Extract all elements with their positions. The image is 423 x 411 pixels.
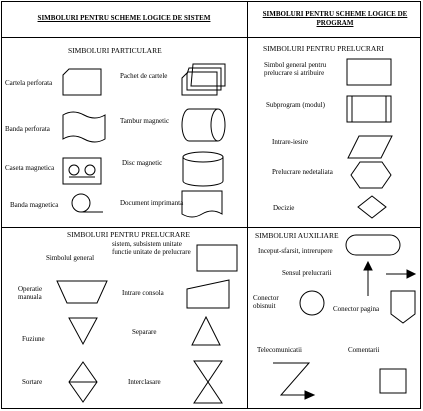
label-sensul-prelucrarii: Sensul prelucrarii — [282, 269, 332, 277]
label-conector-pagina: Conector pagina — [333, 305, 380, 313]
particulare-title: SIMBOLURI PARTICULARE — [68, 46, 162, 55]
label-interclasare: Interclasare — [128, 378, 161, 386]
printed-document-icon — [181, 190, 223, 220]
magnetic-drum-icon — [181, 108, 226, 142]
label-separare: Separare — [132, 328, 157, 336]
decision-icon — [357, 195, 387, 219]
label-banda-perforata: Banda perforata — [5, 125, 50, 133]
label-intrare-iesire: Intrare-iesire — [272, 138, 309, 146]
sort-icon — [68, 361, 98, 403]
label-comentarii: Comentarii — [348, 346, 380, 354]
label-conector-obisnuit: Conector obisnuit — [253, 294, 279, 310]
label-intrare-consola: Intrare consola — [122, 289, 164, 297]
label-simbol-general-program: Simbol general pentru prelucrare si atribuire — [264, 61, 327, 77]
off-page-connector-icon — [390, 290, 416, 324]
predefined-process-icon — [350, 161, 392, 189]
label-telecomunicatii: Telecomunicatii — [257, 346, 302, 354]
label-operatie-manuala: Operatie manuala — [18, 285, 43, 301]
extract-icon — [191, 316, 221, 346]
label-disc-magnetic: Disc magnetic — [122, 159, 163, 167]
magnetic-cassette-icon — [62, 157, 102, 185]
prelucrare-sistem-title: SIMBOLURI PENTRU PRELUCRARE — [67, 230, 190, 239]
merge-icon — [68, 317, 98, 345]
label-prelucrare-nedetaliata: Prelucrare nedetaliata — [272, 168, 333, 176]
input-output-icon — [347, 135, 393, 159]
label-simbolul-general: Simbolul general — [46, 254, 95, 262]
label-inceput-sfarsit: Inceput-sfarsit, intrerupere — [258, 247, 333, 255]
label-fuziune: Fuziune — [22, 335, 45, 343]
left-header-text: SIMBOLURI PENTRU SCHEME LOGICE DE SISTEM — [37, 14, 211, 22]
manual-operation-icon — [56, 280, 108, 304]
card-deck-icon — [181, 63, 226, 96]
right-header-text: SIMBOLURI PENTRU SCHEME LOGICE DE PROGRAM — [262, 10, 408, 27]
label-cartela-perforata: Cartela perforata — [5, 79, 53, 87]
magnetic-tape-icon — [70, 192, 104, 216]
connector-icon — [298, 289, 326, 317]
comment-icon — [379, 368, 407, 394]
terminator-icon — [345, 234, 401, 256]
telecommunication-icon — [272, 362, 316, 398]
process-box-icon — [346, 58, 392, 86]
left-header — [4, 14, 244, 23]
auxiliare-title: SIMBOLURI AUXILIARE — [255, 231, 339, 240]
magnetic-disk-icon — [182, 151, 224, 187]
prelucrari-title: SIMBOLURI PENTRU PRELUCRARI — [263, 44, 384, 53]
label-banda-magnetica: Banda magnetica — [10, 201, 59, 209]
label-pachet-de-cartele: Pachet de cartele — [120, 72, 168, 80]
column-divider — [247, 1, 248, 409]
subprogram-icon — [346, 95, 392, 123]
label-subprogram: Subprogram (modul) — [266, 101, 325, 109]
label-caseta-magnetica: Caseta magnetica — [5, 164, 55, 172]
general-process-icon — [196, 244, 238, 272]
section-divider — [1, 227, 421, 228]
label-document-imprimanta: Document imprimanta — [120, 199, 184, 207]
console-input-icon — [186, 279, 230, 309]
right-header — [252, 10, 418, 28]
label-decizie: Decizie — [273, 204, 295, 212]
label-tambur-magnetic: Tambur magnetic — [120, 117, 170, 125]
label-simbolul-general-desc: sistem, subsistem unitate functie unitate de prelucrare — [112, 240, 191, 256]
header-divider — [1, 37, 421, 38]
collate-icon — [193, 360, 223, 404]
label-sortare: Sortare — [22, 378, 43, 386]
punched-card-icon — [62, 68, 102, 96]
punched-tape-icon — [62, 111, 106, 143]
